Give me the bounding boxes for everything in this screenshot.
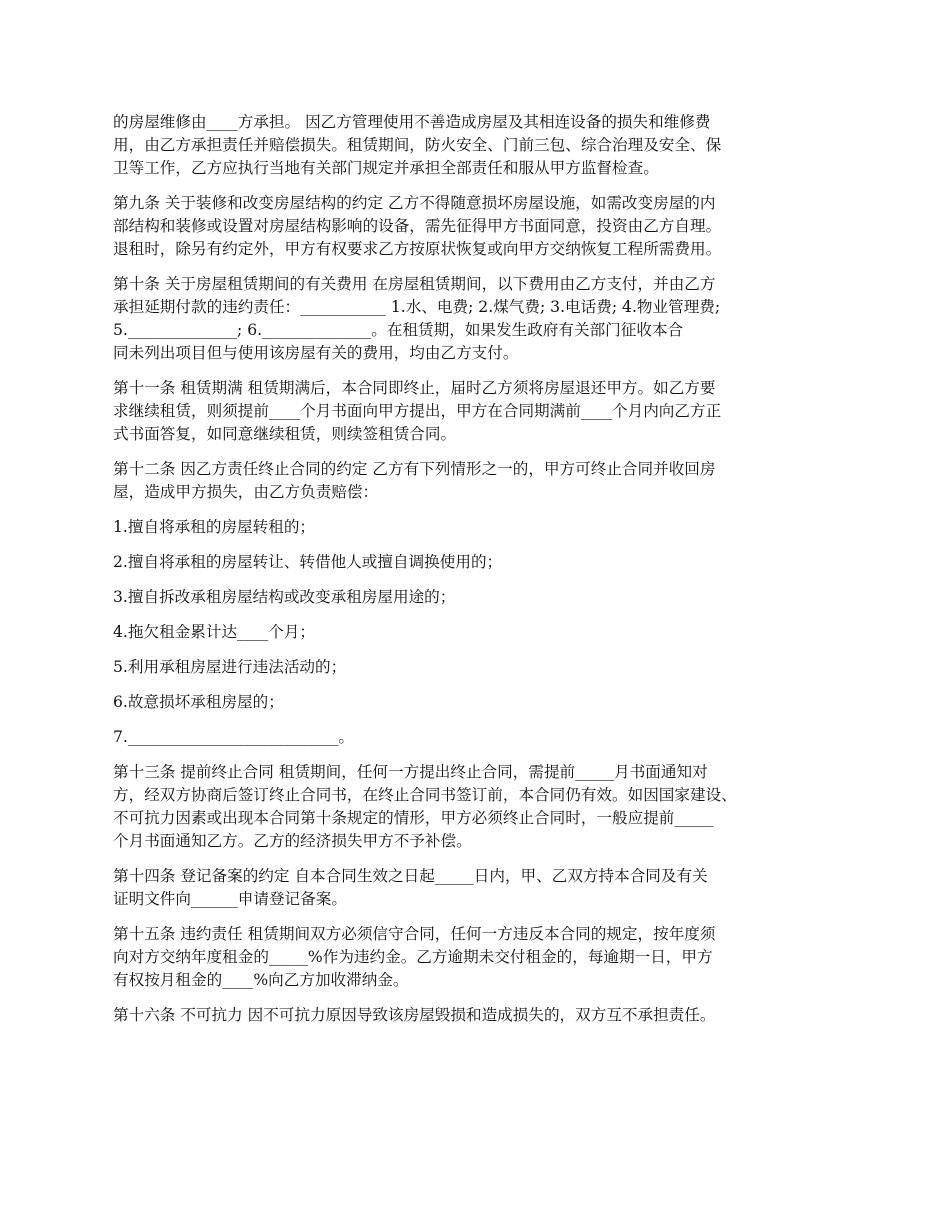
list-item-1: 1.擅自将承租的房屋转租的；: [113, 518, 316, 536]
paragraph-article-14: 第十四条 登记备案的约定 自本合同生效之日起_____日内，甲、乙双方持本合同及有关 证明文件向______申请登记备案。: [113, 867, 708, 908]
list-item-4: 4.拖欠租金累计达____个月；: [113, 623, 316, 641]
list-item-5: 5.利用承租房屋进行违法活动的；: [113, 658, 347, 676]
list-item-2: 2.擅自将承租的房屋转让、转借他人或擅自调换使用的；: [113, 553, 503, 571]
paragraph-article-9: 第九条 关于装修和改变房屋结构的约定 乙方不得随意损坏房屋设施，如需改变房屋的内 部结构和装修或设置对房屋结构影响的设备，需先征得甲方书面同意，投资由乙方自理。 退租时，除另有约定外，甲方有权要求乙方按原状恢复或向甲方交纳恢复工程所需费用。: [113, 194, 722, 258]
list-item-7: 7.___________________________。: [113, 728, 354, 746]
list-item-3: 3.擅自拆改承租房屋结构或改变承租房屋用途的；: [113, 588, 456, 606]
paragraph-article-16: 第十六条 不可抗力 因不可抗力原因导致该房屋毁损和造成损失的，双方互不承担责任。: [113, 1006, 716, 1024]
paragraph-repair-responsibility: 的房屋维修由____方承担。 因乙方管理使用不善造成房屋及其相连设备的损失和维修费 用，由乙方承担责任并赔偿损失。租赁期间，防火安全、门前三包、综合治理及安全、保 卫等工作，乙方应执行当地有关部门规定并承担全部责任和服从甲方监督检查。: [113, 113, 722, 177]
paragraph-article-12: 第十二条 因乙方责任终止合同的约定 乙方有下列情形之一的，甲方可终止合同并收回房 屋，造成甲方损失，由乙方负责赔偿：: [113, 460, 716, 501]
paragraph-article-10: 第十条 关于房屋租赁期间的有关费用 在房屋租赁期间，以下费用由乙方支付，并由乙方 承担延期付款的违约责任：___________ 1.水、电费; 2.煤气费; 3.电话费; 4.物业管理费; 5.______________; 6.______________。在租赁期，如果发生政府有关部门征收本合 同未列出项目但与使用该房屋有关的费用，均由乙方支付。: [113, 275, 721, 362]
paragraph-article-13: 第十三条 提前终止合同 租赁期间，任何一方提出终止合同，需提前_____月书面通知对 方，经双方协商后签订终止合同书，在终止合同书签订前，本合同仍有效。如因国家建设、 不可抗力因素或出现本合同第十条规定的情形，甲方必须终止合同时，一般应提前_____ 个月书面通知乙方。乙方的经济损失甲方不予补偿。: [113, 763, 737, 850]
list-item-6: 6.故意损坏承租房屋的；: [113, 693, 284, 711]
paragraph-article-15: 第十五条 违约责任 租赁期间双方必须信守合同，任何一方违反本合同的规定，按年度须 向对方交纳年度租金的_____%作为违约金。乙方逾期未交付租金的，每逾期一日，甲方 有权按月租金的____%向乙方加收滞纳金。: [113, 925, 716, 989]
paragraph-article-11: 第十一条 租赁期满 租赁期满后，本合同即终止，届时乙方须将房屋退还甲方。如乙方要 求继续租赁，则须提前____个月书面向甲方提出，甲方在合同期满前____个月内向乙方正 式书面答复，如同意继续租赁，则续签租赁合同。: [113, 379, 722, 443]
document-body: [113, 111, 843, 1039]
